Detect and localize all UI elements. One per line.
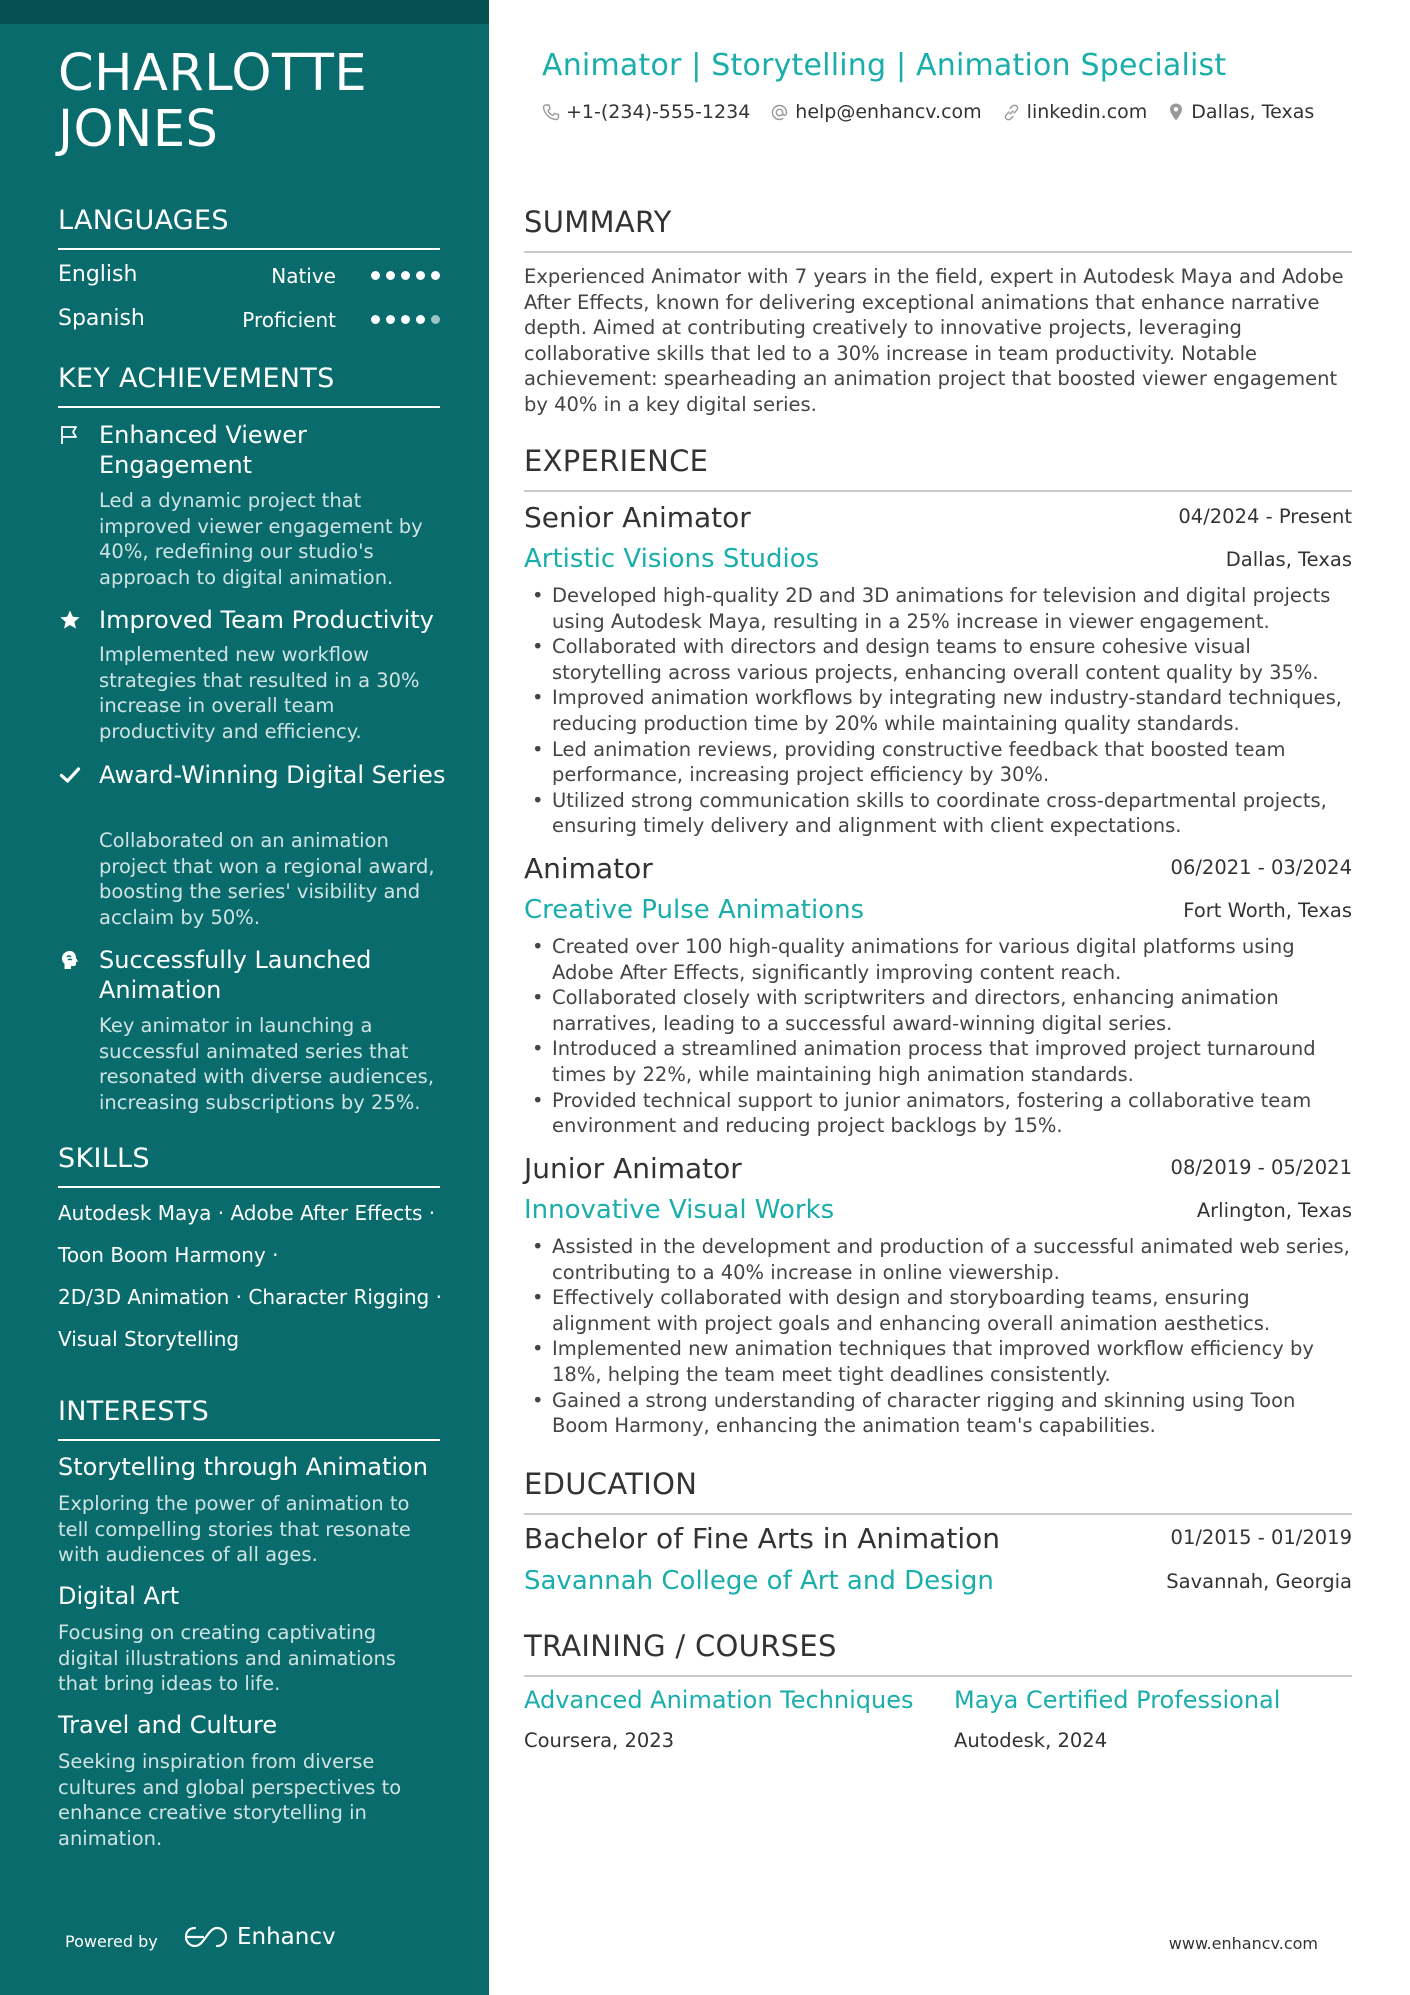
languages-heading: LANGUAGES <box>58 205 440 250</box>
education-heading: EDUCATION <box>524 1467 1352 1515</box>
language-dots <box>371 315 440 324</box>
job-dates: 04/2024 - Present <box>1178 505 1352 528</box>
email-text: help@enhancv.com <box>795 101 982 123</box>
candidate-name <box>58 46 367 158</box>
bullet-item: • Gained a strong understanding of character rigging and skinning using Toon Boom Harmony, enhancing the animation team's capabilities. <box>524 1388 1352 1439</box>
course-title: Maya Certified Professional <box>954 1686 1281 1714</box>
interest-desc: Focusing on creating captivating digital illustrations and animations that bring ideas to life. <box>58 1621 396 1695</box>
enhancv-logo[interactable] <box>183 1924 336 1950</box>
phone-icon <box>542 103 560 121</box>
job-bullets <box>524 934 1352 1139</box>
job-title: Senior Animator <box>524 501 751 534</box>
job-title: Junior Animator <box>524 1152 742 1185</box>
powered-by-label: Powered by <box>65 1932 158 1951</box>
bullet-item: • Improved animation workflows by integrating new industry-standard techniques, reducing production time by 20% while maintaining quality standards. <box>524 685 1352 736</box>
level-dot <box>431 271 440 280</box>
job-location: Arlington, Texas <box>1196 1199 1352 1222</box>
skills-line: Visual Storytelling <box>58 1327 240 1351</box>
job-title: Animator <box>524 852 653 885</box>
flag-icon <box>58 423 82 447</box>
brand-name: Enhancv <box>237 1924 336 1950</box>
contact-location <box>1167 101 1314 123</box>
achievement-title: Successfully Launched Animation <box>99 946 372 1004</box>
education-school: Savannah College of Art and Design <box>524 1566 994 1596</box>
language-name: Spanish <box>58 306 145 331</box>
link-icon <box>1002 103 1021 122</box>
main-content <box>524 0 1352 1995</box>
interest-title: Storytelling through Animation <box>58 1453 428 1481</box>
job-bullets <box>524 583 1352 839</box>
interest-desc: Exploring the power of animation to tell compelling stories that resonate with audiences of all ages. <box>58 1492 411 1566</box>
achievement-desc: Implemented new workflow strategies that resulted in a 30% increase in overall team productivity and efficiency. <box>99 643 420 743</box>
contact-email[interactable] <box>770 101 981 123</box>
interest-desc: Seeking inspiration from diverse cultures and global perspectives to enhance creative storytelling in animation. <box>58 1750 402 1850</box>
level-dot <box>386 315 395 324</box>
star-icon <box>58 608 82 632</box>
site-url[interactable]: www.enhancv.com <box>1168 1934 1318 1953</box>
job-bullets <box>524 1234 1352 1439</box>
level-dot <box>401 315 410 324</box>
bullet-item: • Created over 100 high-quality animations for various digital platforms using Adobe After Effects, significantly improving content reach. <box>524 934 1352 985</box>
job-company: Artistic Visions Studios <box>524 544 820 574</box>
at-icon <box>770 103 789 122</box>
job-company: Creative Pulse Animations <box>524 895 865 925</box>
bullet-item: • Implemented new animation techniques that improved workflow efficiency by 18%, helping the team meet tight deadlines consistently. <box>524 1336 1352 1387</box>
language-row <box>58 262 440 292</box>
sidebar-top-bar <box>0 0 489 24</box>
job-dates: 08/2019 - 05/2021 <box>1170 1156 1352 1179</box>
contact-linkedin[interactable] <box>1002 101 1148 123</box>
level-dot <box>401 271 410 280</box>
interests-heading: INTERESTS <box>58 1396 440 1441</box>
location-text: Dallas, Texas <box>1191 101 1315 123</box>
location-pin-icon <box>1167 102 1185 122</box>
level-dot <box>386 271 395 280</box>
bullet-item: • Collaborated closely with scriptwriters and directors, enhancing animation narratives, leading to a successful award-winning digital series. <box>524 985 1352 1036</box>
interest-title: Digital Art <box>58 1582 180 1610</box>
achievement-desc: Collaborated on an animation project that won a regional award, boosting the series' visibility and acclaim by 50%. <box>99 829 435 929</box>
bullet-item: • Provided technical support to junior animators, fostering a collaborative team environment and reducing project backlogs by 15%. <box>524 1088 1352 1139</box>
headline: Animator | Storytelling | Animation Specialist <box>542 48 1227 83</box>
language-level: Native <box>271 264 336 288</box>
name-line-last: JONES <box>58 100 219 159</box>
course-provider: Autodesk, 2024 <box>954 1729 1108 1752</box>
education-location: Savannah, Georgia <box>1166 1570 1352 1593</box>
level-dot <box>416 271 425 280</box>
job-location: Dallas, Texas <box>1225 548 1352 571</box>
course-title: Advanced Animation Techniques <box>524 1686 914 1714</box>
skills-line: Autodesk Maya · Adobe After Effects · <box>58 1201 436 1225</box>
enhancv-mark-icon <box>183 1925 229 1949</box>
bullet-item: • Collaborated with directors and design teams to ensure cohesive visual storytelling across various projects, enhancing overall content quality by 35%. <box>524 634 1352 685</box>
summary-heading: SUMMARY <box>524 205 1352 253</box>
sidebar <box>0 0 489 1995</box>
bullet-item: • Utilized strong communication skills to coordinate cross-departmental projects, ensuring timely delivery and alignment with client expectations. <box>524 788 1352 839</box>
achievement-title: Award-Winning Digital Series <box>99 761 446 789</box>
education-dates: 01/2015 - 01/2019 <box>1170 1526 1352 1549</box>
achievement-title: Improved Team Productivity <box>99 606 434 634</box>
course-provider: Coursera, 2023 <box>524 1729 675 1752</box>
check-icon <box>58 763 82 787</box>
language-dots <box>371 271 440 280</box>
job-location: Fort Worth, Texas <box>1183 899 1352 922</box>
job-dates: 06/2021 - 03/2024 <box>1170 856 1352 879</box>
bullet-item: • Assisted in the development and production of a successful animated web series, contributing to a 40% increase in online viewership. <box>524 1234 1352 1285</box>
summary-text: Experienced Animator with 7 years in the field, expert in Autodesk Maya and Adobe After Effects, known for delivering exceptional animations that enhance narrative depth. Aimed at contributing creatively to innovative projects, leveraging collaborative skills that led to a 30% increase in team productivity. Notable achievement: spearheading an animation project that boosted viewer engagement by 40% in a key digital series. <box>524 265 1344 416</box>
language-name: English <box>58 262 138 287</box>
language-level: Proficient <box>242 308 336 332</box>
skills-line: 2D/3D Animation · Character Rigging · <box>58 1285 442 1309</box>
language-row <box>58 306 440 336</box>
training-heading: TRAINING / COURSES <box>524 1629 1352 1677</box>
interest-title: Travel and Culture <box>58 1711 278 1739</box>
skills-line: Toon Boom Harmony · <box>58 1243 279 1267</box>
achievement-title: Enhanced Viewer Engagement <box>99 421 307 479</box>
name-line-first: CHARLOTTE <box>58 44 368 103</box>
achievement-desc: Led a dynamic project that improved viewer engagement by 40%, redefining our studio's approach to digital animation. <box>99 489 423 589</box>
achievements-heading: KEY ACHIEVEMENTS <box>58 363 440 408</box>
brain-icon <box>58 948 82 972</box>
bullet-item: • Effectively collaborated with design and storyboarding teams, ensuring alignment with project goals and enhancing overall animation aesthetics. <box>524 1285 1352 1336</box>
experience-heading: EXPERIENCE <box>524 444 1352 492</box>
contact-phone[interactable] <box>542 101 750 123</box>
level-dot <box>416 315 425 324</box>
bullet-item: • Introduced a streamlined animation process that improved project turnaround times by 22%, while maintaining high animation standards. <box>524 1036 1352 1087</box>
level-dot <box>371 315 380 324</box>
level-dot-empty <box>431 315 440 324</box>
achievement-desc: Key animator in launching a successful animated series that resonated with diverse audiences, increasing subscriptions by 25%. <box>99 1014 435 1114</box>
contact-bar <box>542 101 1334 123</box>
skills-heading: SKILLS <box>58 1143 440 1188</box>
bullet-item: • Developed high-quality 2D and 3D animations for television and digital projects using Autodesk Maya, resulting in a 25% increase in viewer engagement. <box>524 583 1352 634</box>
bullet-item: • Led animation reviews, providing constructive feedback that boosted team performance, increasing project efficiency by 30%. <box>524 737 1352 788</box>
job-company: Innovative Visual Works <box>524 1195 835 1225</box>
phone-text: +1-(234)-555-1234 <box>566 101 751 123</box>
level-dot <box>371 271 380 280</box>
education-degree: Bachelor of Fine Arts in Animation <box>524 1522 1000 1555</box>
linkedin-text: linkedin.com <box>1026 101 1148 123</box>
